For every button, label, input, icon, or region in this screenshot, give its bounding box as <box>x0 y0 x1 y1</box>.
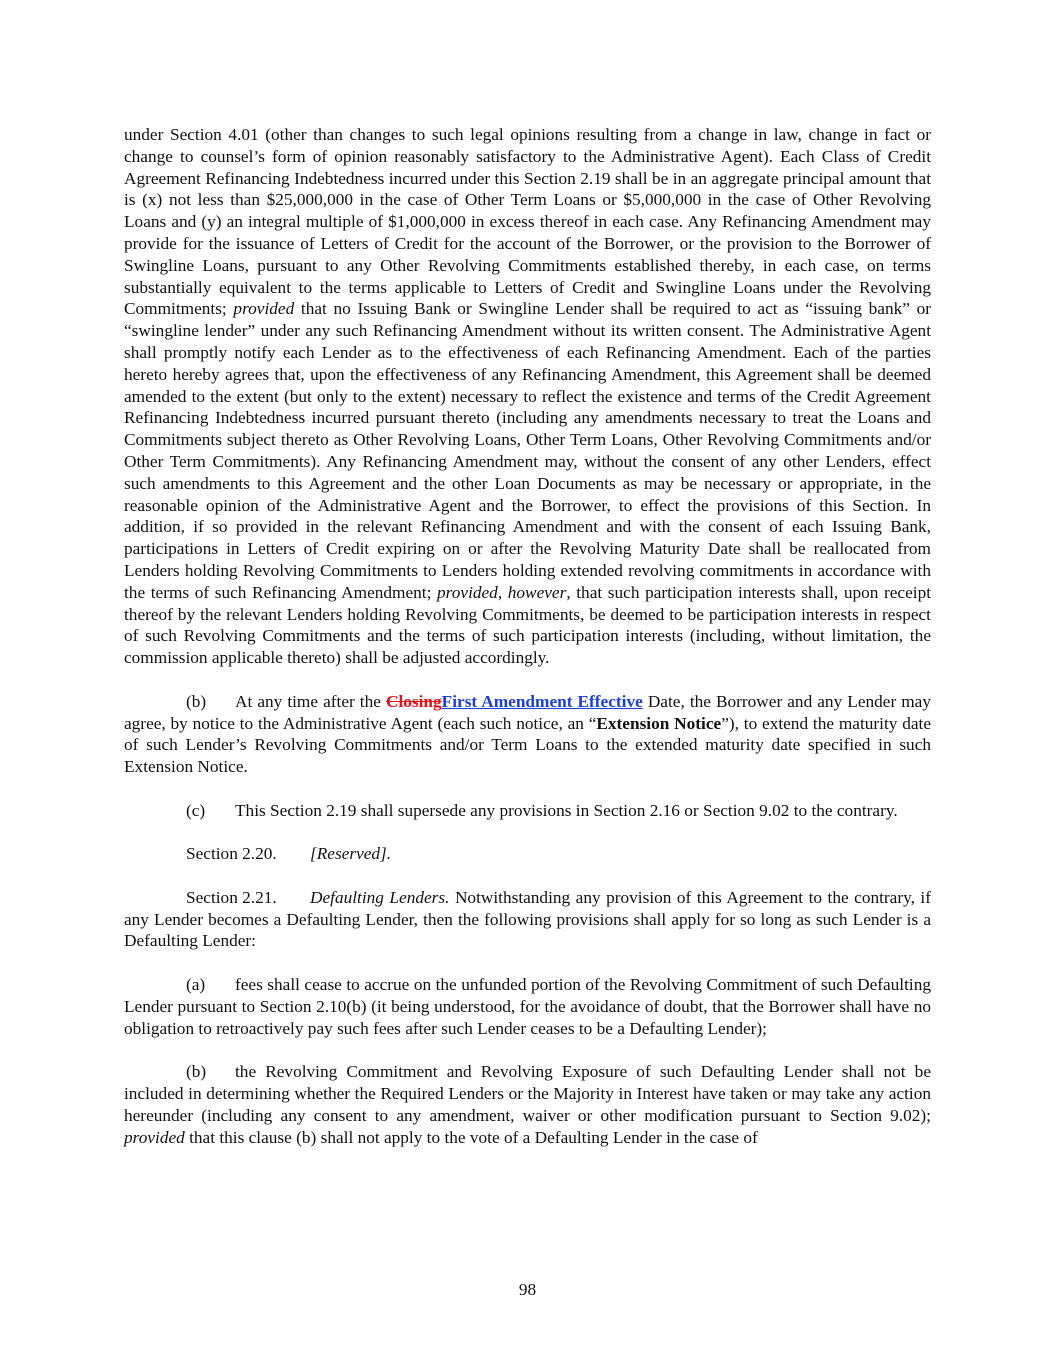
paragraph-text: that no Issuing Bank or Swingline Lender shall be required to act as “issuing bank” or “swingline lender” under any such Refinancing Amendment without its written consent. The Administrative Agent shall promptly notify each Lender as to the effectiveness of each Refinancing Amendment. Each of the parties hereto hereby agrees that, upon the effectiveness of any Refinancing Amendment, this Agreement shall be deemed amended to the extent (but only to the extent) necessary to reflect the existence and terms of the Credit Agreement Refinancing Indebtedness incurred pursuant thereto (including any amendments necessary to treat the Loans and Commitments subject thereto as Other Revolving Loans, Other Term Loans, Other Revolving Commitments and/or Other Term Commitments). Any Refinancing Amendment may, without the consent of any other Lenders, effect such amendments to this Agreement and the other Loan Documents as may be necessary or appropriate, in the reasonable opinion of the Administrative Agent and the Borrower, to effect the provisions of this Section. In addition, if so provided in the relevant Refinancing Amendment and with the consent of each Issuing Bank, participations in Letters of Credit expiring on or after the Revolving Maturity Date shall be reallocated from Lenders holding Revolving Commitments to Lenders holding extended revolving commitments in accordance with the terms of such Refinancing Amendment; <box>124 299 931 602</box>
paragraph-text: , that such participation interests shall, upon receipt thereof by the relevant Lenders holding Revolving Commitments, be deemed to be participation interests in respect of such Revolving Commitments and the terms of such participation interests (including, without limitation, the commission applicable thereto) shall be adjusted accordingly. <box>124 582 932 668</box>
paragraph-text: Notwithstanding any provision of this Agreement to the contrary, if any Lender becomes a Defaulting Lender, then the following provisions shall apply for so long as such Lender is a Defaulting Lender: <box>124 887 931 951</box>
italic-provided: provided <box>233 299 295 319</box>
defined-term: Extension Notice <box>596 713 722 733</box>
paragraph-text: the Revolving Commitment and Revolving Exposure of such Defaulting Lender shall not be included in determining whether the Required Lenders or the Majority in Interest have taken or may take any action hereunder (including any consent to any amendment, waiver or other modification pursuant to Section 9.02); <box>124 1062 931 1125</box>
paragraph-section-2-19-continued <box>124 124 931 669</box>
paragraph-b-revolving <box>124 1061 931 1148</box>
section-2-21-paragraph <box>124 887 931 952</box>
section-number: Section 2.20. <box>186 844 277 864</box>
paragraph-c-supersede <box>124 800 931 822</box>
section-2-20-heading <box>124 843 931 865</box>
section-title: [Reserved]. <box>310 844 392 864</box>
clause-number: (c) <box>186 800 206 820</box>
clause-number: (b) <box>186 1062 207 1082</box>
paragraph-text: This Section 2.19 shall supersede any provisions in Section 2.16 or Section 9.02 to the contrary. <box>235 800 898 820</box>
paragraph-text: under Section 4.01 (other than changes to such legal opinions resulting from a change in law, change in fact or change to counsel’s form of opinion reasonably satisfactory to the Administrative Agent). Each Class of Credit Agreement Refinancing Indebtedness incurred under this Section 2.19 shall be in an aggregate principal amount that is (x) not less than $25,000,000 in the case of Other Term Loans or $5,000,000 in the case of Other Revolving Loans and (y) an integral multiple of $1,000,000 in excess thereof in each case. Any Refinancing Amendment may provide for the issuance of Letters of Credit for the account of the Borrower, or the provision to the Borrower of Swingline Loans, pursuant to any Other Revolving Commitments established thereby, in each case, on terms substantially equivalent to the terms applicable to Letters of Credit and Swingline Loans under the Revolving Commitments; <box>124 125 931 319</box>
paragraph-text: At any time after the <box>235 691 386 711</box>
document-body <box>124 124 931 1170</box>
clause-number: (b) <box>186 691 207 711</box>
paragraph-a-fees <box>124 974 931 1039</box>
page-number: 98 <box>518 1280 537 1299</box>
section-title: Defaulting Lenders. <box>310 887 450 907</box>
paragraph-text: that this clause (b) shall not apply to the vote of a Defaulting Lender in the case of <box>184 1127 758 1147</box>
clause-number: (a) <box>186 975 206 995</box>
paragraph-text: Date, the Borrower and any Lender may agree, by notice to the Administrative Agent (each such notice, an “ <box>124 691 931 733</box>
section-number: Section 2.21. <box>186 887 277 907</box>
italic-provided-however: provided, however <box>437 582 567 602</box>
deleted-text: Closing <box>385 691 442 711</box>
paragraph-text: fees shall cease to accrue on the unfunded portion of the Revolving Commitment of such Defaulting Lender pursuant to Section 2.10(b) (it being understood, for the avoidance of doubt, that the Borrower shall have no obligation to retroactively pay such fees after such Lender ceases to be a Defaulting Lender); <box>124 975 931 1038</box>
paragraph-text: ”), to extend the maturity date of such Lender’s Revolving Commitments and/or Term Loans to the extended maturity date specified in such Extension Notice. <box>124 713 931 777</box>
italic-provided: provided <box>124 1127 185 1147</box>
paragraph-b-extension <box>124 691 931 778</box>
inserted-text: First Amendment Effective <box>441 691 643 711</box>
